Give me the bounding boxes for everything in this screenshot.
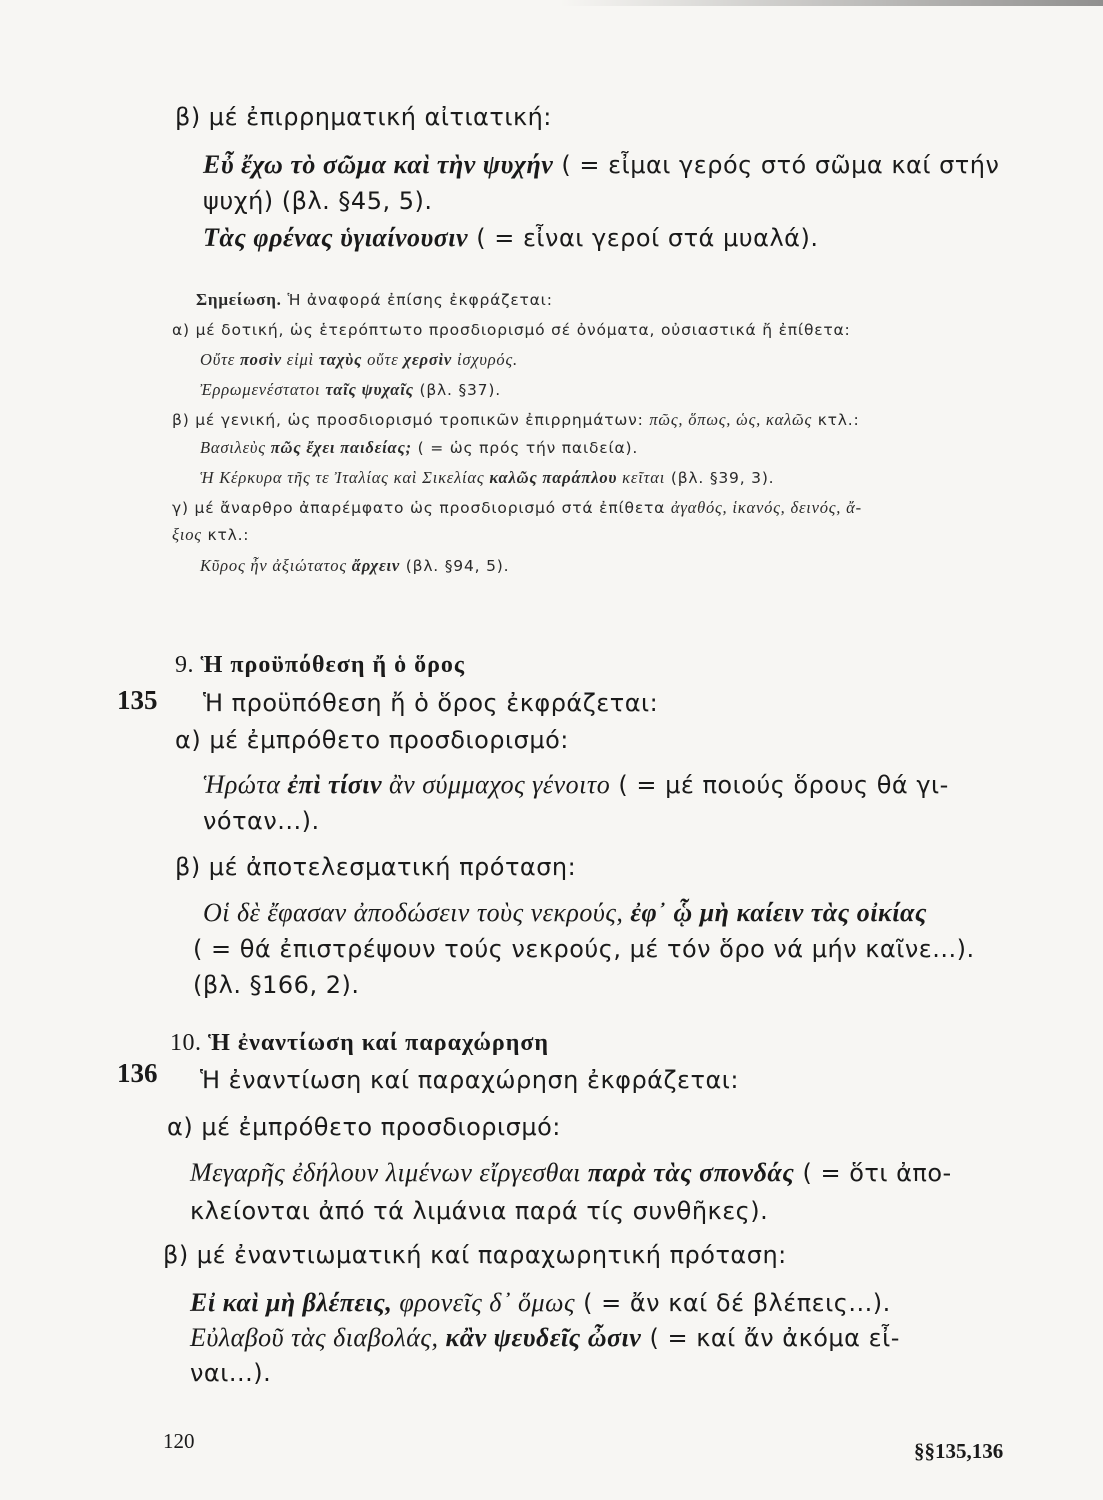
gloss: ( = ὅτι ἀπο- (794, 1159, 952, 1187)
page-number: 120 (163, 1429, 195, 1453)
note-c-line (172, 498, 862, 518)
note-c-line-continuation (172, 525, 249, 545)
example-text: Κῦρος ἦν ἀξιώτατος (200, 556, 352, 575)
example-text: Οὔτε (200, 350, 241, 369)
gloss: ( = εἶναι γεροί στά μυαλά). (468, 224, 819, 252)
section-10-intro: Ἡ ἐναντίωση καί παραχώρηση ἐκφράζεται: (200, 1066, 740, 1094)
note-a-example-1 (200, 350, 518, 370)
example-text: Βασιλεὺς (200, 438, 271, 457)
section-10-beta-label: β) μέ ἐναντιωματική καί παραχωρητική πρόταση: (163, 1241, 787, 1269)
example-text: οὔτε (362, 350, 404, 369)
example-emphasis: παρὰ τὰς σπονδάς (587, 1158, 795, 1187)
adverb-list: πῶς, ὅπως, ὡς, καλῶς (649, 410, 812, 429)
section-10-alpha-label: α) μέ ἐμπρόθετο προσδιορισμό: (167, 1113, 561, 1141)
gloss-continuation: ναι...). (190, 1359, 272, 1387)
adjective-list: ἀγαθός, ἱκανός, δεινός, ἄ- (670, 498, 862, 517)
example-line (203, 150, 999, 180)
note-text: γ) μέ ἄναρθρο ἀπαρέμφατο ὡς προσδιορισμό στά ἐπίθετα (172, 499, 671, 517)
note-text: κτλ.: (201, 526, 250, 544)
example-text: Μεγαρῆς ἐδήλουν λιμένων εἴργεσθαι (190, 1158, 588, 1187)
example-emphasis: ἐφ᾽ ᾧ μὴ καίειν τὰς οἰκίας (630, 898, 927, 927)
section-10-beta-example-1 (190, 1288, 891, 1318)
example-emphasis: ταῖς ψυχαῖς (325, 380, 414, 399)
example-emphasis: πῶς ἔχει παιδείας; (270, 438, 412, 457)
example-emphasis: ἐπὶ τίσιν (287, 770, 383, 799)
greek-example: Εὖ ἔχω τὸ σῶμα καὶ τὴν ψυχήν (203, 150, 554, 179)
paragraph-number-136: 136 (117, 1058, 158, 1088)
paragraph-number-135: 135 (117, 685, 158, 715)
section-9-alpha-label: α) μέ ἐμπρόθετο προσδιορισμό: (175, 726, 569, 754)
gloss: ( = ὡς πρός τήν παιδεία). (411, 439, 639, 457)
example-emphasis: Εἰ καὶ μὴ βλέπεις, (190, 1288, 393, 1317)
section-10-heading (170, 1028, 549, 1058)
note-b-line (172, 410, 860, 430)
example-emphasis: χερσὶν (403, 350, 453, 369)
note-text: β) μέ γενική, ὡς προσδιορισμό τροπικῶν ἐπιρρημάτων: (172, 411, 650, 429)
section-title: Ἡ προϋπόθεση ἤ ὁ ὅρος (200, 652, 466, 678)
note-b-example-1 (200, 438, 638, 458)
example-emphasis: κἂν ψευδεῖς ὦσιν (445, 1323, 642, 1352)
adjective-list: ξιος (172, 525, 202, 544)
section-number: 9. (175, 652, 194, 678)
section-9-beta-reference: (βλ. §166, 2). (193, 971, 360, 999)
section-10-beta-example-2 (190, 1323, 900, 1353)
example-text: ἰσχυρός. (452, 350, 518, 369)
gloss: ( = μέ ποιούς ὅρους θά γι- (610, 771, 949, 799)
section-reference: §§135,136 (914, 1439, 1004, 1463)
reference: (βλ. §94, 5). (400, 557, 510, 575)
greek-example: Τὰς φρένας ὑγιαίνουσιν (203, 223, 469, 252)
example-text: Ἐρρωμενέστατοι (200, 380, 326, 399)
section-9-alpha-example (203, 770, 949, 800)
example-text: Ἡ Κέρκυρα τῆς τε Ἰταλίας καὶ Σικελίας (200, 468, 490, 487)
note-a-line: α) μέ δοτική, ὡς ἑτερόπτωτο προσδιορισμό σέ ὀνόματα, οὐσιαστικά ἤ ἐπίθετα: (172, 321, 851, 339)
reference: (βλ. §37). (413, 381, 501, 399)
note-intro: Ἡ ἀναφορά ἐπίσης ἐκφράζεται: (281, 291, 553, 309)
example-text: Οἱ δὲ ἔφασαν ἀποδώσειν τοὺς νεκρούς, (203, 898, 631, 927)
section-9-beta-example (203, 898, 927, 928)
example-text: ἂν σύμμαχος γένοιτο (382, 770, 611, 799)
gloss-continuation: κλείονται ἀπό τά λιμάνια παρά τίς συνθῆκες). (190, 1197, 769, 1225)
note-heading (196, 290, 553, 310)
note-a-example-2 (200, 380, 501, 400)
gloss-continuation: νόταν...). (203, 807, 320, 835)
example-emphasis: ταχὺς (318, 350, 363, 369)
note-b-example-2 (200, 468, 774, 488)
beta-adverbial-accusative-label: β) μέ ἐπιρρηματική αἰτιατική: (175, 103, 552, 131)
gloss: ( = ἄν καί δέ βλέπεις...). (575, 1289, 891, 1317)
gloss: ( = καί ἄν ἀκόμα εἶ- (641, 1324, 900, 1352)
example-text: φρονεῖς δ᾽ ὅμως (392, 1288, 575, 1317)
gloss-continuation: ψυχή) (βλ. §45, 5). (203, 187, 433, 215)
example-emphasis: καλῶς παράπλου (489, 468, 618, 487)
note-c-example (200, 556, 509, 576)
section-number: 10. (170, 1030, 202, 1056)
section-9-beta-gloss: ( = θά ἐπιστρέψουν τούς νεκρούς, μέ τόν ὅρο νά μήν καῖνε...). (193, 935, 975, 963)
scan-edge-line (560, 0, 1103, 6)
example-line (203, 223, 818, 253)
note-label: Σημείωση. (196, 290, 282, 309)
section-9-heading (175, 650, 465, 680)
section-title: Ἡ ἐναντίωση καί παραχώρηση (208, 1030, 550, 1056)
section-9-beta-label: β) μέ ἀποτελεσματική πρόταση: (175, 853, 577, 881)
example-text: Εὐλαβοῦ τὰς διαβολάς, (190, 1323, 446, 1352)
reference: (βλ. §39, 3). (665, 469, 775, 487)
example-text: κεῖται (617, 468, 666, 487)
gloss: ( = εἶμαι γερός στό σῶμα καί στήν (553, 151, 1000, 179)
section-10-alpha-example (190, 1158, 952, 1188)
example-emphasis: ποσὶν (240, 350, 282, 369)
section-9-intro: Ἡ προϋπόθεση ἤ ὁ ὅρος ἐκφράζεται: (203, 689, 659, 717)
note-text: κτλ.: (812, 411, 860, 429)
example-emphasis: ἄρχειν (351, 556, 401, 575)
example-text: Ἡρώτα (203, 770, 288, 799)
example-text: εἰμὶ (281, 350, 319, 369)
